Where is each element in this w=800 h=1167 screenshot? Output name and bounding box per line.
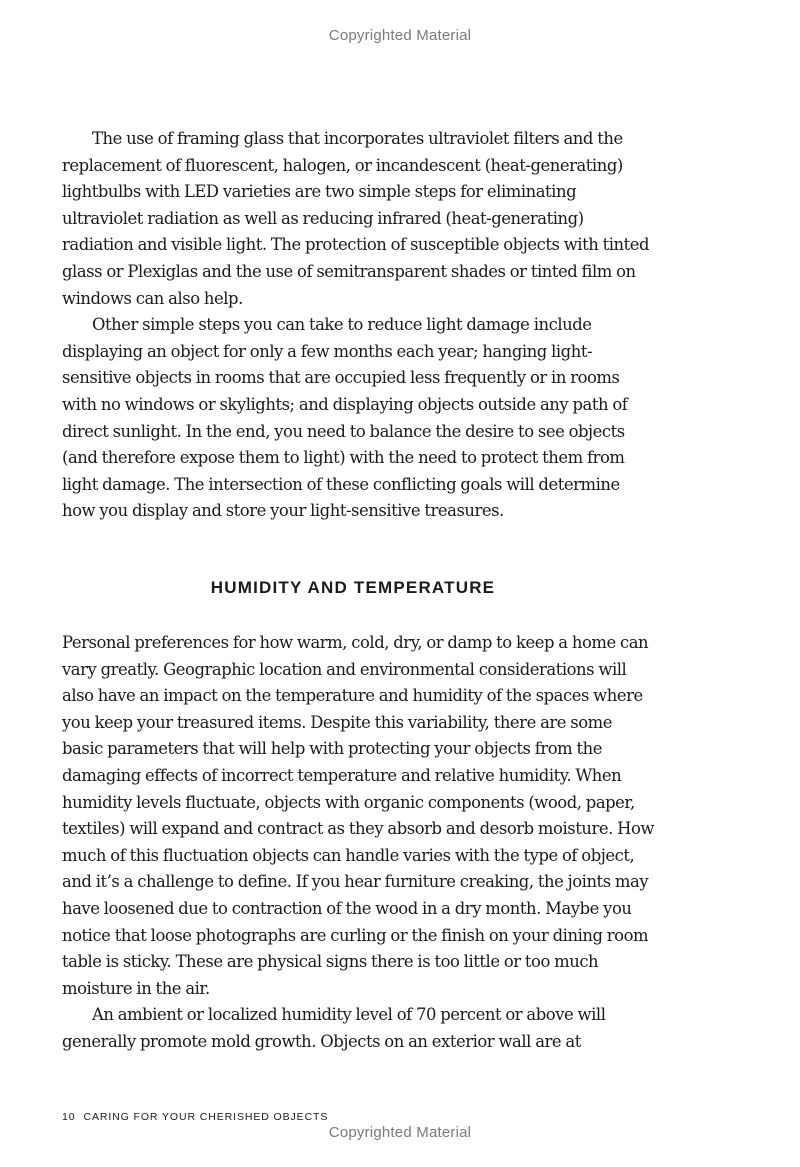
paragraph: An ambient or localized humidity level of 70 percent or above will generally promote mold growth. Objects on an exterior wall are at xyxy=(62,1005,606,1051)
paragraph: Personal preferences for how warm, cold, dry, or damp to keep a home can vary greatly. Geographic location and environmental considerations will also have an impact on the temperature and humidity of the spaces where you keep your treasured items. Despite this variability, there are some basic parameters that will help with protecting your objects from the damaging effects of incorrect temperature and relative humidity. When humidity levels fluctuate, objects with organic components (wood, paper, textiles) will expand and contract as they absorb and desorb moisture. How much of this fluctuation objects can handle varies with the type of object, and it’s a challenge to define. If you hear furniture creaking, the joints may have loosened due to contraction of the wood in a dry month. Maybe you notice that loose photographs are curling or the finish on your dining room table is sticky. These are physical signs there is too little or too much moisture in the air. xyxy=(62,633,654,998)
body-text-section-light xyxy=(62,126,654,525)
body-text-section-humidity xyxy=(62,630,654,1056)
page-footer xyxy=(62,1111,328,1123)
paragraph: Other simple steps you can take to reduce light damage include displaying an object for only a few months each year; hanging light-sensitive objects in rooms that are occupied less frequently or in rooms with no windows or skylights; and displaying objects outside any path of direct sunlight. In the end, you need to balance the desire to see objects (and therefore expose them to light) with the need to protect them from light damage. The intersection of these conflicting goals will determine how you display and store your light-sensitive treasures. xyxy=(62,315,628,521)
running-title: CARING FOR YOUR CHERISHED OBJECTS xyxy=(83,1111,329,1123)
paragraph: The use of framing glass that incorporates ultraviolet filters and the replacement of fluorescent, halogen, or incandescent (heat-generating) lightbulbs with LED varieties are two simple steps for eliminating ultraviolet radiation as well as reducing infrared (heat-generating) radiation and visible light. The protection of susceptible objects with tinted glass or Plexiglas and the use of semitransparent shades or tinted film on windows can also help. xyxy=(62,129,650,308)
copyright-watermark-top: Copyrighted Material xyxy=(328,27,472,44)
page-number: 10 xyxy=(62,1111,76,1123)
copyright-watermark-bottom: Copyrighted Material xyxy=(328,1124,472,1141)
section-heading: HUMIDITY AND TEMPERATURE xyxy=(210,578,496,597)
